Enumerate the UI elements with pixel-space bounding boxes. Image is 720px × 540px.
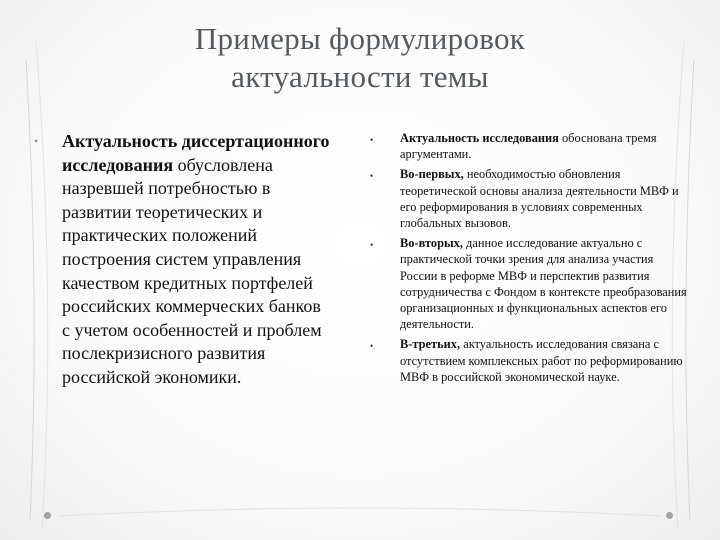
slide-title bbox=[100, 20, 620, 96]
item-text: актуальность исследования связана с отсутствием комплексных работ по реформированию МВФ в российской экономической науке. bbox=[400, 337, 683, 384]
list-item bbox=[370, 130, 690, 162]
list-item bbox=[370, 235, 690, 332]
title-line-1: Примеры формулировок bbox=[194, 21, 526, 56]
list-item bbox=[370, 336, 690, 385]
left-column-text bbox=[62, 130, 330, 390]
title-line-2: актуальности темы bbox=[231, 59, 489, 94]
left-bold-text: Актуальность диссертационного исследования bbox=[62, 131, 330, 175]
corner-dot-icon bbox=[44, 512, 51, 519]
item-bold: В-третьих, bbox=[400, 337, 461, 352]
item-text: обоснована тремя аргументами. bbox=[400, 131, 657, 162]
bullet-icon: • bbox=[370, 341, 374, 352]
left-bullet-icon: • bbox=[34, 134, 39, 148]
corner-dot-icon bbox=[666, 512, 673, 519]
list-item bbox=[370, 166, 690, 231]
item-text: необходимостью обновления теоретической основы анализа деятельности МВФ и его реформирования в условиях современных глобальных вызовов. bbox=[400, 167, 679, 231]
right-column-list bbox=[370, 130, 690, 389]
item-bold: Актуальность исследования bbox=[400, 131, 559, 145]
item-text: данное исследование актуально с практической точки зрения для анализа участия России в реформе МВФ и перспектив развития сотрудничества с Фондом в контексте преобразования организационных и функциональных аспектов его деятельности. bbox=[400, 236, 687, 332]
left-regular-text: обусловлена назревшей потребностью в развитии теоретических и практических положений построения систем управления качеством кредитных портфелей российских коммерческих банков с учетом особенностей и проблем послекризисного развития российской экономики. bbox=[62, 154, 322, 387]
bullet-icon: • bbox=[370, 171, 374, 182]
bullet-icon: • bbox=[370, 240, 374, 251]
item-bold: Во-вторых, bbox=[400, 236, 463, 251]
bullet-icon: • bbox=[370, 135, 374, 145]
item-bold: Во-первых, bbox=[400, 167, 464, 182]
